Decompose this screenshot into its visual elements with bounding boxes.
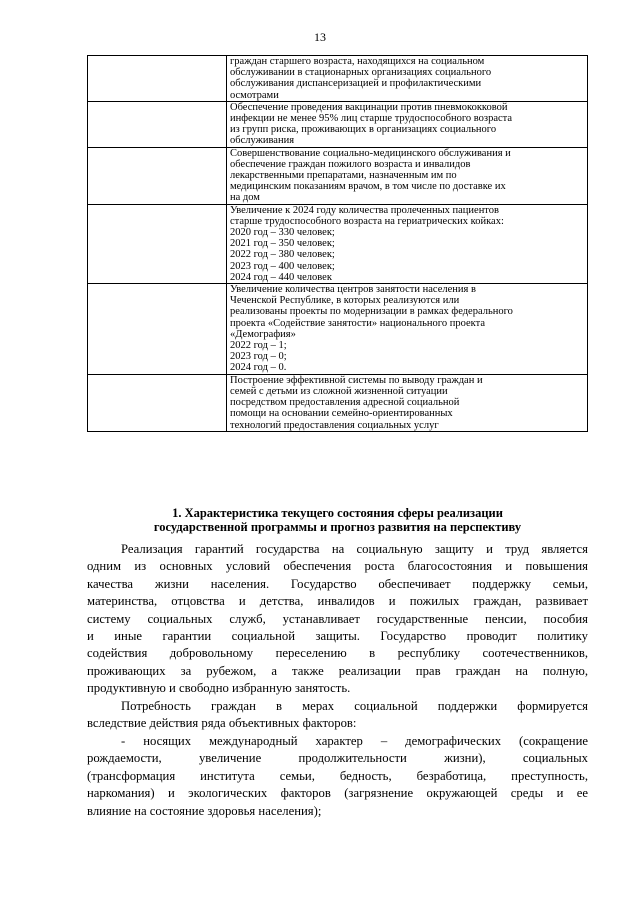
- table-cell-empty: [88, 56, 227, 102]
- table-cell-line: проекта «Содействие занятости» национального проекта: [230, 317, 485, 329]
- table-cell-line: Увеличение количества центров занятости населения в: [230, 284, 476, 296]
- paragraph-line: продуктивную и свободно избранную занятость.: [87, 681, 351, 696]
- table-cell-line: осмотрами: [230, 89, 279, 101]
- table-cell-line: граждан старшего возраста, находящихся на социальном: [230, 56, 485, 67]
- table-cell-empty: [88, 147, 227, 204]
- paragraph-line: вследствие действия ряда объективных факторов:: [87, 716, 357, 731]
- paragraph-line: наркомания) и экологических факторов (загрязнение окружающей среды и ее: [87, 786, 588, 801]
- paragraph-line: одним из основных условий обеспечения роста благосостояния и повышения: [87, 559, 588, 574]
- table-cell-line: обслуживания: [230, 135, 295, 147]
- paragraph-3: [87, 733, 588, 820]
- table-row: [88, 147, 588, 204]
- table-cell-line: семей с детьми из сложной жизненной ситуации: [230, 385, 448, 397]
- table-cell-line: 2024 год – 0.: [230, 362, 287, 374]
- page-number: 13: [314, 30, 326, 44]
- table-cell-line: 2022 год – 380 человек;: [230, 249, 335, 261]
- table-cell-goal: [227, 56, 588, 102]
- table-cell-line: помощи на основании семейно-ориентированных: [230, 408, 453, 420]
- table-cell-line: из групп риска, проживающих в организациях социального: [230, 124, 497, 136]
- table-cell-line: старше трудоспособного возраста на гериатрических койках:: [230, 215, 504, 227]
- table-cell-goal: [227, 374, 588, 431]
- paragraph-line: Потребность граждан в мерах социальной поддержки формируется: [121, 699, 588, 713]
- table-cell-line: Совершенствование социально-медицинского обслуживания и: [230, 147, 511, 159]
- paragraph-line: рождаемости, увеличение продолжительности жизни), социальных: [87, 751, 588, 766]
- table-cell-line: лекарственными препаратами, назначенным им по: [230, 170, 457, 182]
- table-cell-line: 2020 год – 330 человек;: [230, 227, 335, 239]
- table-row: [88, 204, 588, 283]
- table-cell-empty: [88, 101, 227, 147]
- table-cell-goal: [227, 101, 588, 147]
- paragraph-2: [87, 698, 588, 733]
- table-cell-line: 2023 год – 0;: [230, 351, 287, 363]
- table-row: [88, 284, 588, 375]
- section-title-line-2: государственной программы и прогноз развития на перспективу: [153, 520, 522, 534]
- paragraph-1: [87, 541, 588, 698]
- table-cell-line: обеспечение граждан пожилого возраста и инвалидов: [230, 158, 471, 170]
- paragraph-line: проживающих за рубежом, а также реализации прав граждан на полную,: [87, 663, 588, 678]
- table-cell-line: технологий предоставления социальных услуг: [230, 419, 439, 431]
- paragraph-line: влияние на состояние здоровья населения);: [87, 803, 322, 818]
- table-cell-empty: [88, 204, 227, 283]
- table-cell-line: обслуживании в стационарных организациях социального: [230, 67, 492, 79]
- table-cell-line: 2024 год – 440 человек: [230, 271, 332, 283]
- table-cell-empty: [88, 374, 227, 431]
- paragraph-line: материнства, отцовства и детства, инвалидов и пожилых граждан, развивает: [87, 594, 588, 609]
- table-cell-empty: [88, 284, 227, 375]
- table-cell-line: инфекции не менее 95% лиц старше трудоспособного возраста: [230, 113, 513, 125]
- paragraph-line: качества жизни населения. Государство обеспечивает поддержку семьи,: [87, 576, 588, 591]
- goals-table: [87, 55, 588, 432]
- table-cell-line: 2022 год – 1;: [230, 340, 287, 352]
- table-cell-line: Обеспечение проведения вакцинации против пневмококковой: [230, 101, 508, 113]
- table-cell-line: обслуживания диспансеризацией и профилактическими: [230, 78, 482, 90]
- table-cell-goal: [227, 204, 588, 283]
- table-cell-line: Чеченской Республике, в которых реализуются или: [230, 295, 460, 307]
- table-cell-line: Построение эффективной системы по выводу граждан и: [230, 374, 483, 386]
- table-cell-goal: [227, 147, 588, 204]
- table-cell-line: посредством предоставления адресной социальной: [230, 397, 460, 409]
- table-row: [88, 101, 588, 147]
- table-cell-line: медицинским показаниям врачом, в том числе по доставке их: [230, 181, 506, 193]
- table-cell-line: «Демография»: [230, 328, 296, 340]
- paragraph-line: систему социальных служб, устанавливает государственные пенсии, пособия: [87, 611, 588, 626]
- paragraph-line: (трансформация института семьи, бедность, безработица, преступность,: [87, 768, 588, 783]
- table-cell-line: на дом: [230, 192, 260, 204]
- section-title: [87, 506, 588, 534]
- paragraph-line: содействия добровольному переселению в республику соотечественников,: [87, 646, 588, 661]
- table-cell-line: 2023 год – 400 человек;: [230, 260, 335, 272]
- section-title-line-1: 1. Характеристика текущего состояния сферы реализации: [172, 506, 503, 520]
- table-cell-line: реализованы проекты по модернизации в рамках федерального: [230, 306, 513, 318]
- table-cell-goal: [227, 284, 588, 375]
- table-cell-line: 2021 год – 350 человек;: [230, 238, 335, 250]
- paragraph-line: и иные гарантии социальной защиты. Государство проводит политику: [87, 628, 588, 643]
- paragraph-line: Реализация гарантий государства на социальную защиту и труд является: [121, 542, 588, 556]
- paragraph-line: - носящих международный характер – демографических (сокращение: [121, 734, 588, 748]
- table-row: [88, 374, 588, 431]
- table-row: [88, 56, 588, 102]
- table-cell-line: Увеличение к 2024 году количества пролеченных пациентов: [230, 204, 499, 216]
